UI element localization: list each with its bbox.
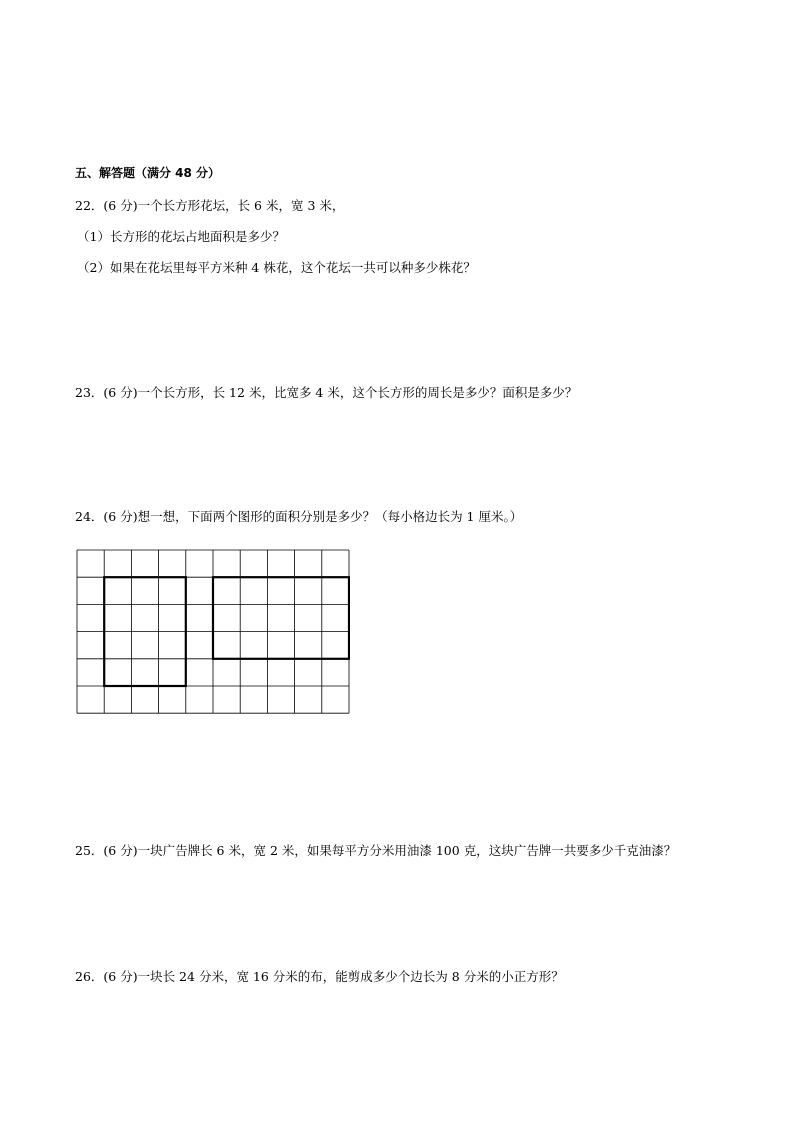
question-26: 26．(6 分)一块长 24 分米，宽 16 分米的布，能剪成多少个边长为 8 分米的小正方形？ [75, 969, 564, 984]
question-22-part-1: （1）长方形的花坛占地面积是多少？ [77, 229, 285, 244]
question-22: 22．(6 分)一个长方形花坛，长 6 米，宽 3 米， [75, 198, 345, 213]
section-heading: 五、解答题（满分 48 分） [75, 166, 221, 180]
grid-figure [76, 549, 350, 725]
question-25: 25．(6 分)一块广告牌长 6 米，宽 2 米，如果每平方分米用油漆 100 克，这块广告牌一共要多少千克油漆？ [75, 843, 677, 858]
question-22-part-2: （2）如果在花坛里每平方米种 4 株花，这个花坛一共可以种多少株花？ [77, 260, 476, 275]
question-23: 23．(6 分)一个长方形，长 12 米，比宽多 4 米，这个长方形的周长是多少？面积是多少？ [75, 385, 578, 400]
question-24: 24．(6 分)想一想，下面两个图形的面积分别是多少？（每小格边长为 1 厘米。） [75, 509, 523, 524]
rectangle-b [213, 577, 349, 659]
